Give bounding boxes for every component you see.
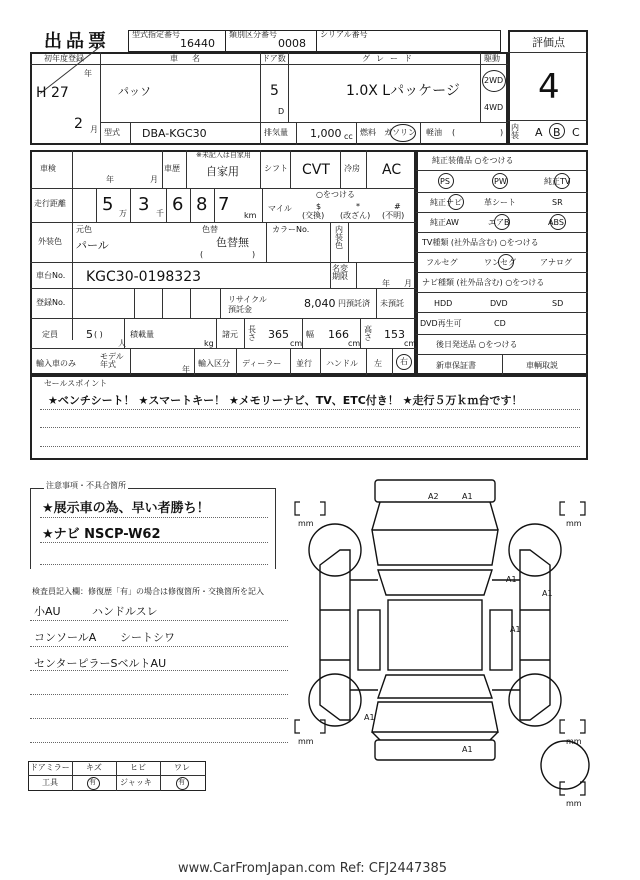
later-header: 後日発送品 ○をつける [436, 340, 518, 349]
import-class-label: 輸入区分 [198, 359, 230, 368]
legend-scratch: キズ [86, 763, 102, 772]
nav-dvd-play: DVD再生可 [420, 319, 462, 328]
inspector-line2-a: コンソールA [34, 631, 97, 644]
left-label: 左 [374, 359, 382, 368]
type-designation-value: 16440 [180, 37, 215, 50]
tv-analog: アナログ [540, 258, 572, 267]
inspector-line2-b: シートシワ [120, 631, 175, 644]
interior-a: A [535, 126, 543, 139]
genuine-header: 純正装備品 ○をつける [432, 156, 514, 165]
fuel-diesel: 軽油 [426, 128, 442, 137]
fuel-paren-open: ( [452, 128, 456, 137]
dims-label: 諸元 [222, 330, 238, 339]
height-unit: cm [404, 339, 417, 348]
nav-dvd: DVD [490, 299, 508, 308]
capacity-paren: ( ) [94, 330, 103, 339]
inspector-label: 検査員記入欄：修復歴「有」の場合は修復箇所・交換箇所を記入 [32, 587, 264, 596]
mileage-digit-2: 3 [138, 194, 150, 215]
diagram-mm-rr: mm [566, 737, 582, 746]
damage-mark-a1-right-rear: A1 [510, 625, 521, 634]
altered-label: (改ざん) [340, 211, 371, 220]
doors-label: ドア数 [262, 54, 286, 63]
notes-line2: ★ナビ NSCP-W62 [42, 527, 161, 542]
damage-mark-a1-right-front: A1 [506, 575, 517, 584]
grade-label: グレード [362, 54, 418, 63]
history-value: 自家用 [206, 165, 239, 178]
mileage-km: km [244, 211, 257, 220]
original-color-value: パール [76, 239, 109, 252]
model-value: パッソ [118, 85, 151, 98]
load-label: 積載量 [130, 330, 154, 339]
first-reg-year: H 27 [36, 85, 69, 101]
sales-text: ★ベンチシート！ ★スマートキー！ ★メモリーナビ、TV、ETC付き！ ★走行５万ｋｍ台です！ [48, 394, 523, 407]
color-label: 外装色 [38, 237, 62, 246]
drive-2wd: 2WD [484, 76, 504, 85]
history-note: ※未記入は自家用 [196, 151, 251, 159]
diagram-mm-spare: mm [566, 799, 582, 808]
inspector-line3-a: センターピラーSベルトAU [34, 657, 167, 670]
mileage-digit-1: 5 [102, 194, 114, 215]
load-unit: kg [204, 339, 214, 348]
mark-note: ○をつける [316, 190, 355, 199]
evaluation-label: 評価点 [532, 36, 565, 49]
parallel-label: 並行 [296, 359, 312, 368]
inspection-label: 車検 [40, 164, 56, 173]
name-change-label: 名変期限 [332, 264, 348, 281]
handle-label: ハンドル [326, 359, 358, 368]
tv-header: TV種類 (社外品含む) ○をつける [422, 238, 539, 247]
interior-b: B [553, 126, 561, 139]
equip-tv: 純正TV [544, 177, 571, 186]
serial-label: シリアル番号 [320, 30, 368, 39]
mileage-man: 万 [119, 209, 127, 218]
nav-sd: SD [552, 299, 564, 308]
damage-mark-a1-front: A1 [462, 492, 473, 501]
length-unit: cm [290, 339, 303, 348]
capacity-label: 定員 [42, 330, 58, 339]
damage-mark-a1-right-door: A1 [542, 589, 553, 598]
first-reg-year-unit: 年 [84, 69, 92, 78]
diagram-mm-rl: mm [298, 737, 314, 746]
equip-navi: 純正ナビ [430, 198, 462, 207]
tv-full: フルセグ [426, 258, 458, 267]
first-reg-month-unit: 月 [90, 125, 98, 134]
color-paren-open: ( [200, 250, 204, 259]
reg-label: 登録No. [36, 298, 66, 307]
mileage-digit-3: 6 [172, 194, 184, 215]
height-value: 153 [384, 328, 405, 341]
equip-pw: PW [494, 177, 507, 186]
legend-door-mirror: ドアミラー [30, 763, 70, 772]
shift-value: CVT [302, 162, 330, 178]
legend-tools-mark: 有 [89, 778, 96, 786]
displacement-value: 1,000 [310, 127, 342, 140]
mileage-digit-5: 7 [218, 194, 230, 215]
right-label: 右 [400, 357, 408, 366]
interior-c: C [572, 126, 580, 139]
notes-line1: ★展示車の為、早い者勝ち！ [42, 501, 210, 516]
color-value: 色替無 [216, 236, 249, 249]
exchange-label: (交換) [302, 211, 325, 220]
fuel-label: 燃料 [360, 128, 376, 137]
inspection-year-unit: 年 [106, 175, 114, 184]
drive-label: 駆動 [484, 54, 500, 63]
sales-label: セールスポイント [44, 379, 108, 388]
diagram-mm-fl: mm [298, 519, 314, 528]
nav-header: ナビ種類 (社外品含む) ○をつける [422, 278, 545, 287]
star-symbol: * [356, 202, 360, 211]
later-warranty: 新車保証書 [436, 361, 476, 370]
grade-value: 1.0X Lパッケージ [346, 83, 460, 99]
width-unit: cm [348, 339, 361, 348]
recycle-label: リサイクル預託金 [228, 295, 267, 314]
equip-abs: ABS [548, 218, 564, 227]
recycle-value: 8,040 [304, 297, 336, 310]
capacity-unit: 人 [118, 339, 126, 348]
dollar-symbol: $ [316, 202, 322, 211]
damage-mark-a1-left-rear: A1 [364, 713, 375, 722]
name-change-month-unit: 月 [404, 279, 412, 288]
footer-watermark: www.CarFromJapan.com Ref: CFJ2447385 [178, 861, 448, 876]
capacity-value: 5 [86, 328, 93, 341]
page-title: 出品票 [44, 31, 110, 52]
type-designation-label: 型式指定番号 [132, 30, 180, 39]
cooling-label: 冷房 [344, 164, 360, 173]
legend-break: ワレ [174, 763, 190, 772]
tv-one: ワンセグ [484, 258, 516, 267]
first-reg-month: 2 [74, 116, 83, 132]
category-label: 類別区分番号 [229, 30, 277, 39]
car-diagram [280, 470, 600, 820]
type-value: DBA-KGC30 [142, 127, 207, 140]
inspector-line1-b: ハンドルスレ [92, 605, 158, 618]
equip-sr: SR [552, 198, 563, 207]
drive-4wd: 4WD [484, 103, 504, 112]
unknown-label: (不明) [382, 211, 405, 220]
equip-leather: 革シート [484, 198, 516, 207]
notes-label: 注意事項・不具合箇所 [46, 481, 126, 490]
nav-hdd: HDD [434, 299, 453, 308]
fuel-paren-close: ) [500, 128, 504, 137]
color-code-label: カラーNo. [272, 225, 310, 234]
fuel-gasoline: ガソリン [384, 128, 416, 137]
later-manual: 車輌取説 [526, 361, 558, 370]
history-label: 車歴 [164, 164, 180, 173]
equip-ps: PS [440, 177, 450, 186]
interior-color-label: 内装色 [335, 225, 343, 250]
chassis-label: 車台No. [36, 271, 66, 280]
category-value: 0008 [278, 37, 306, 50]
dealer-label: ディーラー [242, 359, 282, 368]
width-value: 166 [328, 328, 349, 341]
length-value: 365 [268, 328, 289, 341]
diagram-mm-fr: mm [566, 519, 582, 528]
model-label: 車名 [170, 54, 214, 63]
legend-crack: ヒビ [130, 763, 146, 772]
nav-cd: CD [494, 319, 506, 328]
damage-mark-a2-front: A2 [428, 492, 439, 501]
legend-jack: ジャッキ [120, 778, 152, 787]
damage-mark-a1-rear: A1 [462, 745, 473, 754]
displacement-unit: cc [344, 132, 353, 141]
recycle-unit: 円預託済 [338, 299, 370, 308]
legend-jack-mark: 有 [178, 778, 185, 786]
mile-label: マイル [268, 204, 292, 213]
length-label: 長さ [248, 325, 256, 342]
mileage-sen: 千 [156, 209, 164, 218]
hash-symbol: # [394, 202, 401, 211]
equip-airb: エアB [488, 218, 510, 227]
doors-sub: D [278, 107, 285, 116]
cooling-value: AC [382, 162, 402, 178]
width-label: 幅 [306, 330, 314, 339]
chassis-value: KGC30-0198323 [86, 269, 202, 285]
equip-aw: 純正AW [430, 218, 459, 227]
recycle-not: 未預託 [380, 299, 404, 308]
displacement-label: 排気量 [264, 128, 288, 137]
shift-label: シフト [264, 164, 288, 173]
doors-value: 5 [270, 83, 279, 99]
interior-label: 内装 [511, 123, 519, 140]
legend-tools: 工具 [42, 778, 58, 787]
original-color-label: 元色 [76, 225, 92, 234]
color-no-label: 色替 [202, 225, 218, 234]
first-reg-label: 初年度登録 [44, 54, 84, 63]
name-change-year-unit: 年 [382, 279, 390, 288]
color-paren-close: ) [252, 250, 256, 259]
model-year-label: モデル年式 [100, 352, 124, 369]
inspection-month-unit: 月 [150, 175, 158, 184]
type-label: 型式 [104, 128, 120, 137]
evaluation-score: 4 [538, 67, 560, 107]
height-label: 高さ [364, 325, 372, 342]
import-label: 輸入車のみ [36, 359, 76, 368]
mileage-label: 走行距離 [34, 199, 66, 208]
sales-frame [30, 375, 588, 460]
mileage-digit-4: 8 [196, 194, 208, 215]
inspector-line1-a: 小AU [34, 605, 61, 618]
import-year-unit: 年 [182, 365, 190, 374]
